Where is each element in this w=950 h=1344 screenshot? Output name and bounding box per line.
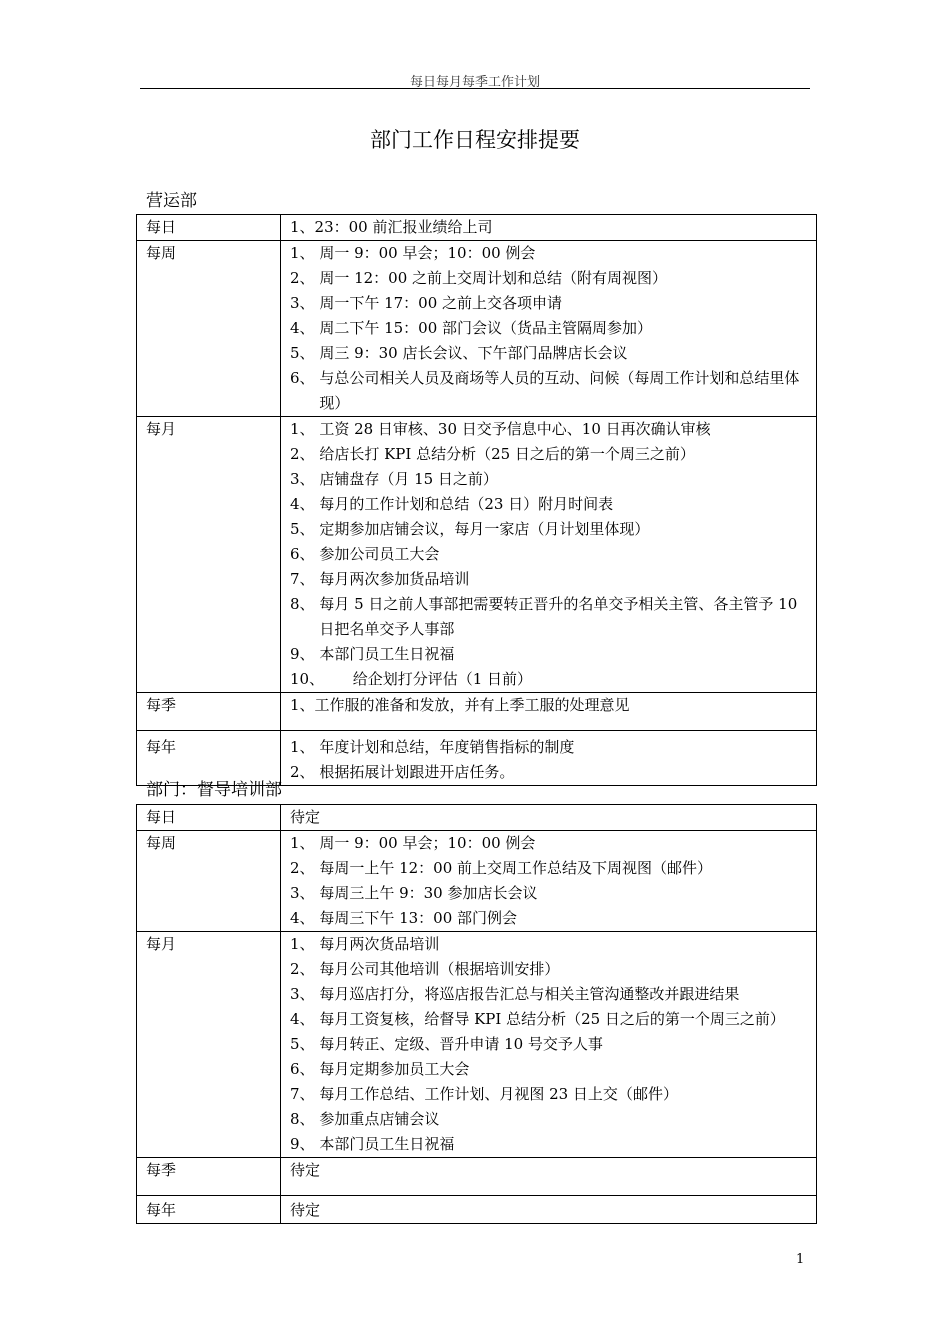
list-item — [290, 831, 816, 856]
section-heading-supervision-training: 部门：督导培训部 — [146, 780, 282, 800]
item-text: 根据拓展计划跟进开店任务。 — [319, 763, 515, 781]
item-text: 周一 9：00 早会；10：00 例会 — [319, 834, 536, 852]
list-item — [290, 760, 816, 785]
item-text: 待定 — [290, 808, 321, 826]
supervision-training-schedule-table — [136, 804, 817, 1224]
items-cell — [281, 693, 817, 731]
period-cell — [137, 731, 281, 786]
list-item — [290, 266, 816, 291]
table-row — [137, 241, 817, 417]
item-number: 3、 — [290, 884, 320, 902]
item-text: 每月工资复核，给督导 KPI 总结分析（25 日之后的第一个周三之前） — [319, 1010, 785, 1028]
items-cell — [281, 805, 817, 831]
items-cell — [281, 1196, 817, 1224]
list-item — [290, 592, 816, 642]
table-row — [137, 1196, 817, 1224]
list-item — [290, 1082, 816, 1107]
list-item — [290, 1107, 816, 1132]
list-item — [290, 1132, 816, 1157]
item-text: 与总公司相关人员及商场等人员的互动、问候（每周工作计划和总结里体现） — [319, 369, 800, 412]
period-cell — [137, 1196, 281, 1224]
items-cell — [281, 932, 817, 1158]
period-cell — [137, 831, 281, 932]
items-cell — [281, 417, 817, 693]
item-text: 每月公司其他培训（根据培训安排） — [319, 960, 560, 978]
period-cell — [137, 215, 281, 241]
item-number: 1、 — [290, 420, 320, 438]
period-label: 每周 — [146, 244, 177, 262]
table-row — [137, 1158, 817, 1196]
period-cell — [137, 805, 281, 831]
item-number: 6、 — [290, 545, 320, 563]
period-label: 每日 — [146, 218, 177, 236]
item-text: 每月两次货品培训 — [319, 935, 440, 953]
item-number: 2、 — [290, 859, 320, 877]
list-item — [290, 693, 816, 718]
list-item — [290, 366, 816, 416]
item-number: 8、 — [290, 595, 320, 613]
item-number: 5、 — [290, 1035, 320, 1053]
operations-schedule-table — [136, 214, 817, 786]
item-number: 5、 — [290, 344, 320, 362]
document-title: 部门工作日程安排提要 — [370, 128, 580, 152]
period-cell — [137, 417, 281, 693]
list-item — [290, 1007, 816, 1032]
item-number: 8、 — [290, 1110, 320, 1128]
table-row — [137, 731, 817, 786]
item-number: 4、 — [290, 1010, 320, 1028]
list-item — [290, 517, 816, 542]
list-item — [290, 667, 816, 692]
item-number: 4、 — [290, 909, 320, 927]
item-text: 参加公司员工大会 — [319, 545, 440, 563]
item-text: 店铺盘存（月 15 日之前） — [319, 470, 498, 488]
item-text: 23：00 前汇报业绩给上司 — [314, 218, 493, 236]
item-text: 工作服的准备和发放，并有上季工服的处理意见 — [314, 696, 630, 714]
item-text: 每月 5 日之前人事部把需要转正晋升的名单交予相关主管、各主管予 10 日把名单交予人事部 — [319, 595, 798, 638]
item-number: 2、 — [290, 269, 320, 287]
period-label: 每年 — [146, 1201, 177, 1219]
period-label: 每月 — [146, 935, 177, 953]
section-heading-operations: 营运部 — [146, 191, 197, 211]
list-item — [290, 856, 816, 881]
item-text: 年度计划和总结，年度销售指标的制度 — [319, 738, 575, 756]
items-cell — [281, 831, 817, 932]
item-number: 2、 — [290, 445, 320, 463]
list-item — [290, 567, 816, 592]
item-number: 1、 — [290, 244, 320, 262]
list-item — [290, 542, 816, 567]
period-cell — [137, 693, 281, 731]
item-number: 1、 — [290, 738, 320, 756]
list-item — [290, 982, 816, 1007]
period-label: 每月 — [146, 420, 177, 438]
list-item — [290, 316, 816, 341]
table-row — [137, 932, 817, 1158]
table-row — [137, 831, 817, 932]
period-label: 每周 — [146, 834, 177, 852]
period-cell — [137, 932, 281, 1158]
item-text: 周一下午 17：00 之前上交各项申请 — [319, 294, 563, 312]
table-row — [137, 417, 817, 693]
page-number: 1 — [796, 1252, 805, 1267]
running-header: 每日每月每季工作计划 — [409, 75, 540, 90]
period-label: 每年 — [146, 738, 177, 756]
item-number: 1、 — [290, 834, 320, 852]
item-text: 本部门员工生日祝福 — [319, 645, 455, 663]
list-item — [290, 1032, 816, 1057]
item-number: 7、 — [290, 570, 320, 588]
item-number: 1、 — [290, 218, 315, 236]
item-text: 每周一上午 12：00 前上交周工作总结及下周视图（邮件） — [319, 859, 713, 877]
item-number: 2、 — [290, 960, 320, 978]
list-item — [290, 492, 816, 517]
period-label: 每季 — [146, 1161, 177, 1179]
item-number: 3、 — [290, 985, 320, 1003]
item-number: 7、 — [290, 1085, 320, 1103]
item-number: 3、 — [290, 470, 320, 488]
item-number: 2、 — [290, 763, 320, 781]
list-item — [290, 241, 816, 266]
item-text: 给店长打 KPI 总结分析（25 日之后的第一个周三之前） — [319, 445, 695, 463]
list-item — [290, 291, 816, 316]
list-item — [290, 442, 816, 467]
item-text: 定期参加店铺会议，每月一家店（月计划里体现） — [319, 520, 650, 538]
item-number: 1、 — [290, 935, 320, 953]
list-item — [290, 642, 816, 667]
item-number: 4、 — [290, 495, 320, 513]
list-item — [290, 341, 816, 366]
list-item — [290, 215, 816, 240]
item-text: 每月转正、定级、晋升申请 10 号交予人事 — [319, 1035, 603, 1053]
period-cell — [137, 1158, 281, 1196]
item-number: 10、 — [290, 670, 353, 688]
item-text: 本部门员工生日祝福 — [319, 1135, 455, 1153]
item-number: 6、 — [290, 369, 320, 387]
item-text: 每月的工作计划和总结（23 日）附月时间表 — [319, 495, 614, 513]
item-text: 参加重点店铺会议 — [319, 1110, 440, 1128]
item-text: 每月定期参加员工大会 — [319, 1060, 470, 1078]
item-text: 每周三下午 13：00 部门例会 — [319, 909, 518, 927]
item-text: 待定 — [290, 1201, 321, 1219]
item-text: 待定 — [290, 1161, 321, 1179]
item-text: 每周三上午 9：30 参加店长会议 — [319, 884, 538, 902]
period-label: 每日 — [146, 808, 177, 826]
item-number: 6、 — [290, 1060, 320, 1078]
item-text: 每月巡店打分，将巡店报告汇总与相关主管沟通整改并跟进结果 — [319, 985, 740, 1003]
list-item — [290, 906, 816, 931]
list-item — [290, 1057, 816, 1082]
header-rule — [140, 88, 810, 89]
table-row — [137, 215, 817, 241]
item-text: 周一 12：00 之前上交周计划和总结（附有周视图） — [319, 269, 668, 287]
item-number: 5、 — [290, 520, 320, 538]
item-text: 周二下午 15：00 部门会议（货品主管隔周参加） — [319, 319, 653, 337]
list-item — [290, 957, 816, 982]
list-item — [290, 932, 816, 957]
item-text: 工资 28 日审核、30 日交予信息中心、10 日再次确认审核 — [319, 420, 711, 438]
item-number: 9、 — [290, 1135, 320, 1153]
table-row — [137, 805, 817, 831]
items-cell — [281, 215, 817, 241]
list-item — [290, 417, 816, 442]
items-cell — [281, 241, 817, 417]
item-text: 周三 9：30 店长会议、下午部门品牌店长会议 — [319, 344, 628, 362]
item-text: 每月工作总结、工作计划、月视图 23 日上交（邮件） — [319, 1085, 678, 1103]
list-item — [290, 467, 816, 492]
item-text: 给企划打分评估（1 日前） — [352, 670, 533, 688]
item-number: 3、 — [290, 294, 320, 312]
item-number: 9、 — [290, 645, 320, 663]
list-item — [290, 881, 816, 906]
item-text: 周一 9：00 早会；10：00 例会 — [319, 244, 536, 262]
item-number: 4、 — [290, 319, 320, 337]
items-cell — [281, 1158, 817, 1196]
list-item — [290, 735, 816, 760]
period-cell — [137, 241, 281, 417]
item-number: 1、 — [290, 696, 315, 714]
period-label: 每季 — [146, 696, 177, 714]
table-row — [137, 693, 817, 731]
item-text: 每月两次参加货品培训 — [319, 570, 470, 588]
items-cell — [281, 731, 817, 786]
